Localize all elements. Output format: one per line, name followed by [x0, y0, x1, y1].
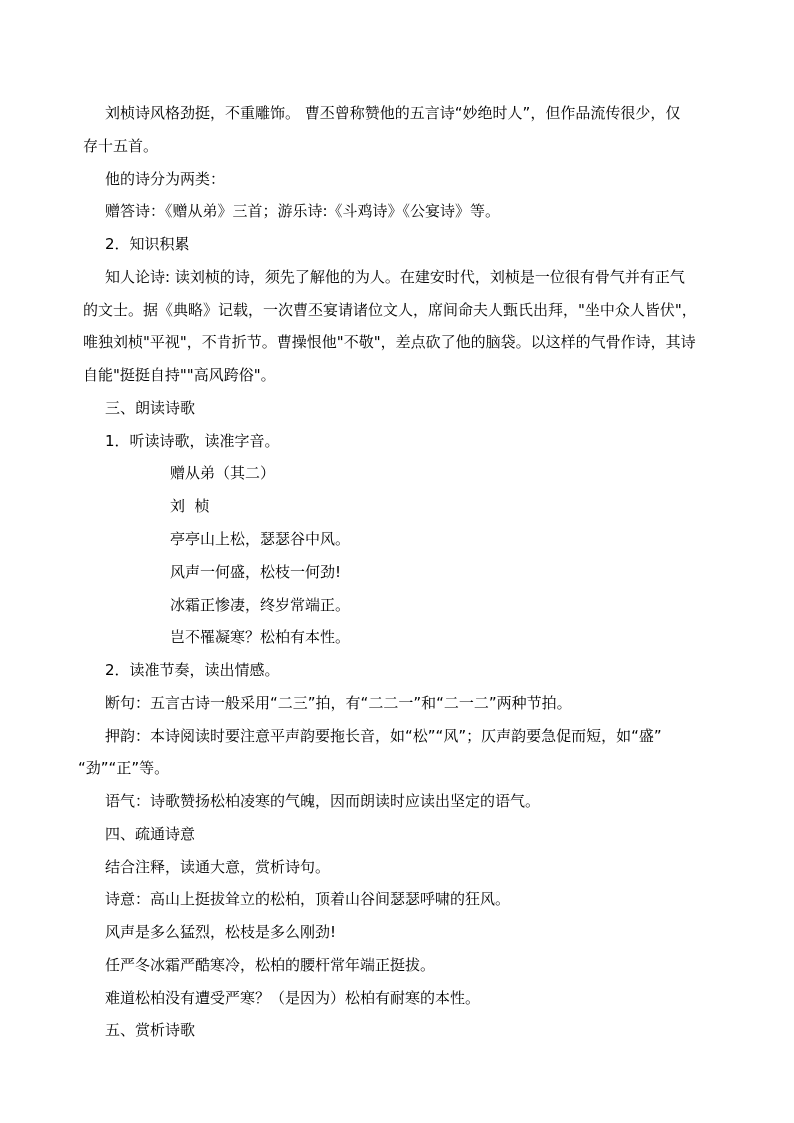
section4-line-2: 诗意：高山上挺拔耸立的松柏，顶着山谷间瑟瑟呼啸的狂风。: [105, 890, 511, 908]
poem-line-1: 亭亭山上松，瑟瑟谷中风。: [170, 530, 351, 548]
section5-heading: 五、赏析诗歌: [105, 1021, 196, 1039]
poem-line-3: 冰霜正惨凄，终岁常端正。: [170, 596, 351, 614]
duanju-line: 断句：五言古诗一般采用“二三”拍，有“二二一”和“二一二”两种节拍。: [105, 694, 572, 712]
yayun-line-2: “劲”“正”等。: [78, 759, 170, 777]
section2-line-4: 自能"挺挺自持""高风跨俗"。: [83, 366, 276, 384]
poem-line-4: 岂不罹凝寒？松柏有本性。: [170, 628, 351, 646]
intro-para2: 他的诗分为两类：: [105, 170, 226, 188]
poem-line-2: 风声一何盛，松枝一何劲!: [170, 563, 342, 581]
section3-heading: 三、朗读诗歌: [105, 399, 196, 417]
section2-heading: 2．知识积累: [105, 235, 190, 253]
yuqi-line: 语气：诗歌赞扬松柏凌寒的气魄，因而朗读时应读出坚定的语气。: [105, 792, 541, 810]
yayun-line-1: 押韵：本诗阅读时要注意平声韵要拖长音，如“松”“风”；仄声韵要急促而短，如“盛”: [105, 727, 662, 745]
poem-title: 赠从弟（其二）: [170, 464, 276, 482]
section3-item2: 2．读准节奏，读出情感。: [105, 661, 280, 679]
intro-para3: 赠答诗：《赠从弟》三首；游乐诗:《斗鸡诗》《公宴诗》等。: [105, 202, 501, 220]
section2-line-2: 的文士。据《典略》记载，一次曹丕宴请诸位文人，席间命夫人甄氏出拜，"坐中众人皆伏"，: [83, 301, 697, 319]
section4-line-5: 难道松柏没有遭受严寒？（是因为）松柏有耐寒的本性。: [105, 989, 481, 1007]
section2-line-3: 唯独刘桢"平视"，不肯折节。曹操恨他"不敬"，差点砍了他的脑袋。以这样的气骨作诗，其诗: [83, 333, 696, 351]
section2-line-1: 知人论诗: 读刘桢的诗，须先了解他的为人。在建安时代，刘桢是一位很有骨气并有正气: [105, 268, 685, 286]
section4-line-1: 结合注释，读通大意，赏析诗句。: [105, 858, 331, 876]
intro-para1-line2: 存十五首。: [83, 137, 159, 155]
section4-line-3: 风声是多么猛烈，松枝是多么刚劲!: [105, 923, 337, 941]
section3-item1: 1．听读诗歌，读准字音。: [105, 432, 280, 450]
section4-heading: 四、疏通诗意: [105, 825, 196, 843]
intro-para1-line1: 刘桢诗风格劲挺，不重雕饰。 曹丕曾称赞他的五言诗“妙绝时人”，但作品流传很少，仅: [105, 104, 681, 122]
section4-line-4: 任严冬冰霜严酷寒冷，松柏的腰杆常年端正挺拔。: [105, 956, 436, 974]
poem-author: 刘 桢: [170, 497, 210, 515]
